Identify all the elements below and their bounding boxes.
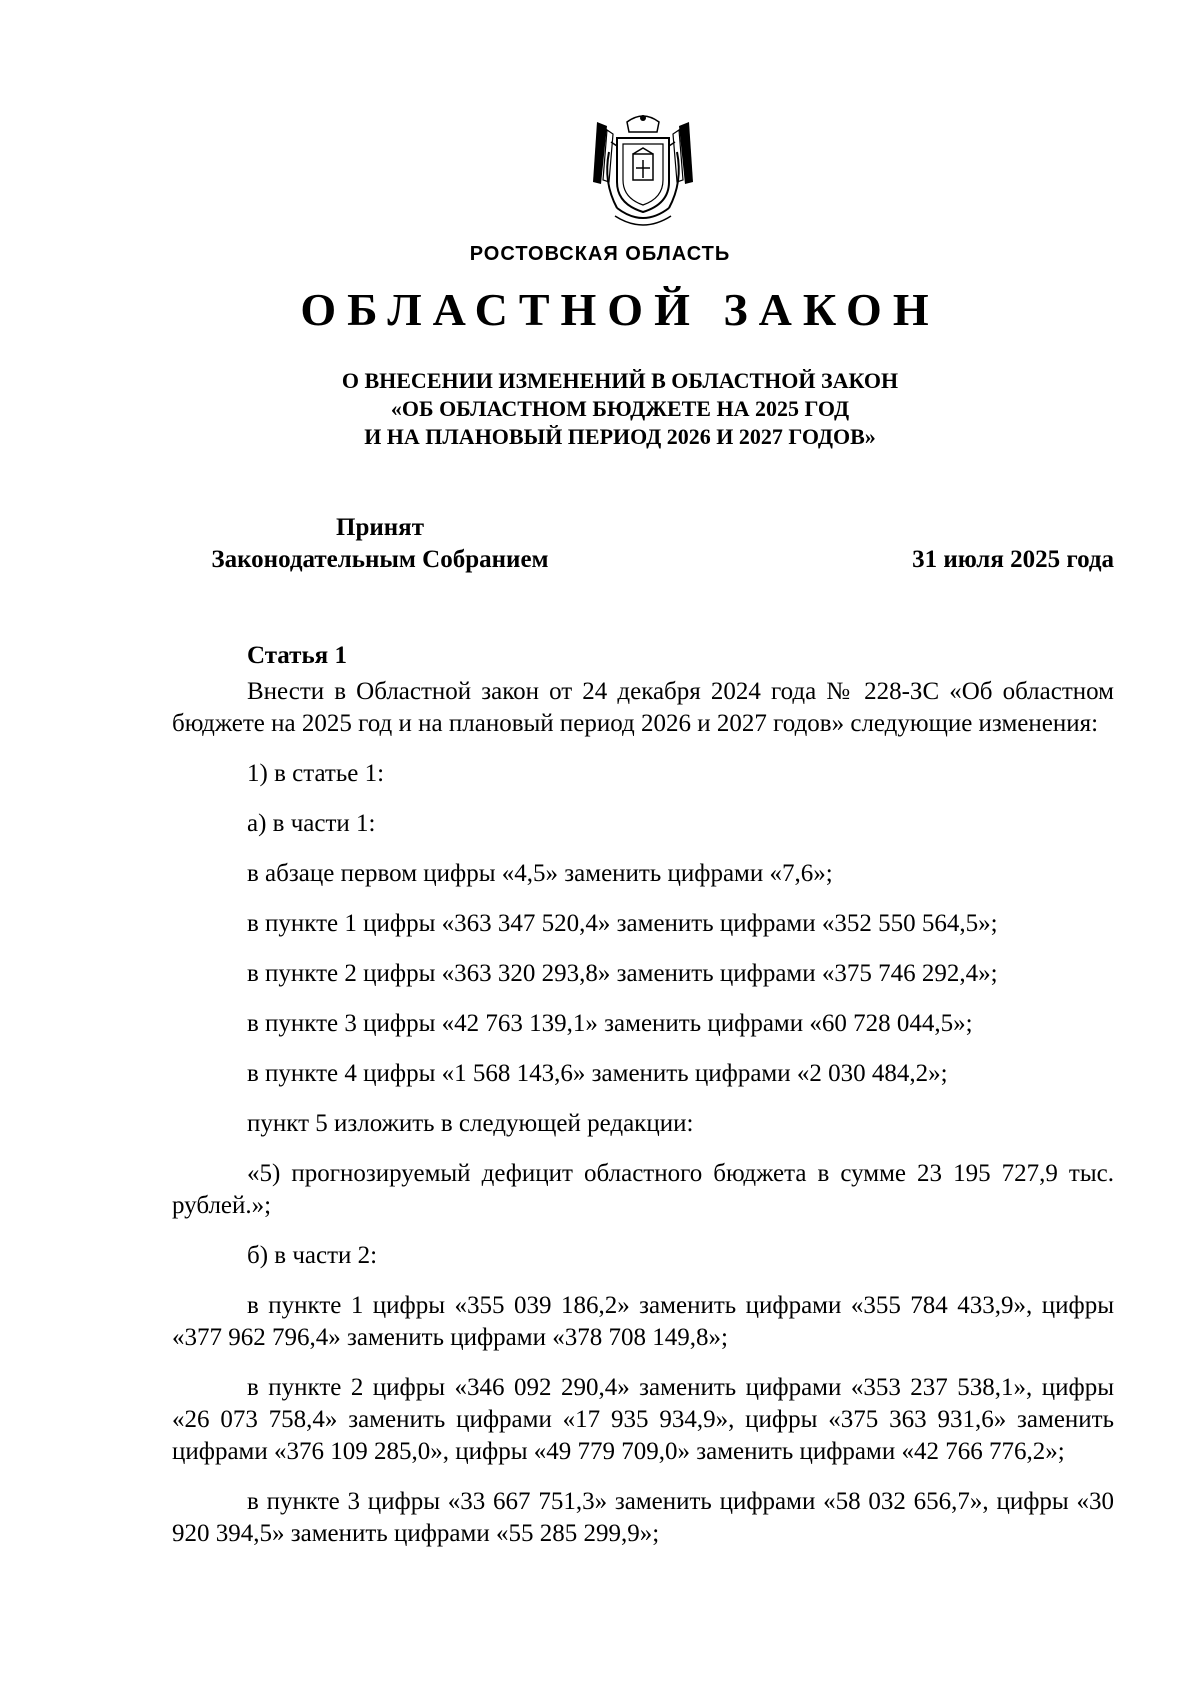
paragraph: пункт 5 изложить в следующей редакции: xyxy=(247,1110,694,1137)
paragraph: Внести в Областной закон от 24 декабря 2024 года № 228-ЗС «Об областном бюджете на 2025 год и на плановый период 2026 и 2027 годов» следующие изменения: xyxy=(172,678,1114,737)
adoption-line: Принят xyxy=(336,514,424,541)
paragraph: в абзаце первом цифры «4,5» заменить цифрами «7,6»; xyxy=(247,860,833,887)
paragraph: б) в части 2: xyxy=(247,1242,378,1269)
paragraph: в пункте 4 цифры «1 568 143,6» заменить цифрами «2 030 484,2»; xyxy=(247,1060,948,1087)
law-title-line: И НА ПЛАНОВЫЙ ПЕРИОД 2026 И 2027 ГОДОВ» xyxy=(364,424,876,449)
paragraph: в пункте 3 цифры «33 667 751,3» заменить цифрами «58 032 656,7», цифры «30 920 394,5» заменить цифрами «55 285 299,9»; xyxy=(172,1488,1114,1547)
paragraph: «5) прогнозируемый дефицит областного бюджета в сумме 23 195 727,9 тыс. рублей.»; xyxy=(172,1160,1114,1219)
law-title xyxy=(0,367,1200,451)
adoption-block xyxy=(170,512,590,576)
paragraph: в пункте 1 цифры «363 347 520,4» заменить цифрами «352 550 564,5»; xyxy=(247,910,998,937)
coat-of-arms-icon xyxy=(587,112,699,234)
adoption-body: Законодательным Собранием xyxy=(211,546,549,573)
paragraph: в пункте 3 цифры «42 763 139,1» заменить цифрами «60 728 044,5»; xyxy=(247,1010,973,1037)
paragraph: а) в части 1: xyxy=(247,810,376,837)
adoption-date: 31 июля 2025 года xyxy=(912,546,1114,573)
document-type: ОБЛАСТНОЙ ЗАКОН xyxy=(300,284,940,335)
law-title-line: О ВНЕСЕНИИ ИЗМЕНЕНИЙ В ОБЛАСТНОЙ ЗАКОН xyxy=(341,368,899,393)
paragraph: в пункте 2 цифры «363 320 293,8» заменить цифрами «375 746 292,4»; xyxy=(247,960,998,987)
law-title-line: «ОБ ОБЛАСТНОМ БЮДЖЕТЕ НА 2025 ГОД xyxy=(390,396,850,421)
paragraph: 1) в статье 1: xyxy=(247,760,385,787)
article-title: Статья 1 xyxy=(247,642,347,669)
region-name: РОСТОВСКАЯ ОБЛАСТЬ xyxy=(469,243,731,265)
paragraph: в пункте 1 цифры «355 039 186,2» заменить цифрами «355 784 433,9», цифры «377 962 796,4» заменить цифрами «378 708 149,8»; xyxy=(172,1292,1114,1351)
paragraph: в пункте 2 цифры «346 092 290,4» заменить цифрами «353 237 538,1», цифры «26 073 758,4» заменить цифрами «17 935 934,9», цифры «375 363 931,6» заменить цифрами «376 109 285,0», цифры «49 779 709,0» заменить цифрами «42 766 776,2»; xyxy=(172,1374,1114,1465)
article-body xyxy=(172,640,1114,1568)
